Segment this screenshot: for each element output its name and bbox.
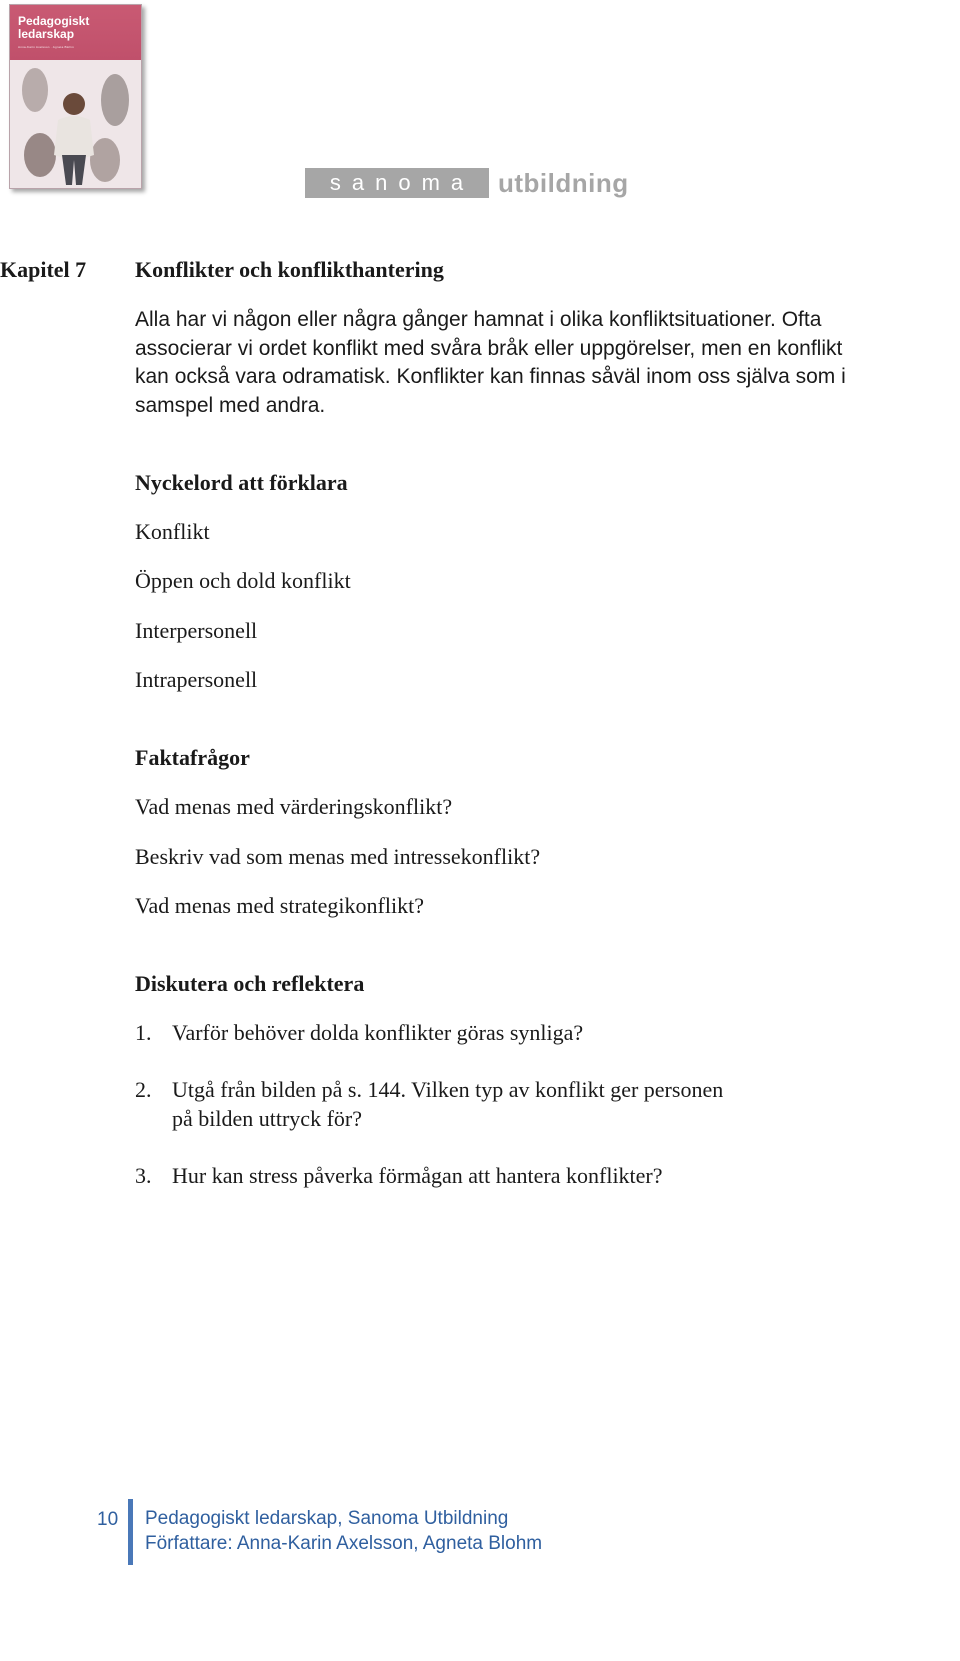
keyword-item: Intrapersonell [135,667,258,692]
fact-question: Vad menas med värderingskonflikt? [135,794,453,819]
intro-line: kan också vara odramatisk. Konflikter kan finnas såväl inom oss själva som i [135,365,846,388]
discuss-item-number: 2. [135,1077,152,1102]
book-cover-title: Pedagogiskt ledarskap [18,14,90,41]
discuss-item-text: Hur kan stress påverka förmågan att hantera konflikter? [172,1163,663,1188]
book-cover-authors: Anna-Karin Axelsson · Agneta Blohm [18,45,74,49]
keywords-heading: Nyckelord att förklara [135,470,348,495]
fact-question: Beskriv vad som menas med intressekonflikt? [135,844,541,869]
discuss-item-number: 1. [135,1020,152,1045]
discuss-item-text: Utgå från bilden på s. 144. Vilken typ av konflikt ger personen [172,1077,724,1102]
discuss-heading: Diskutera och reflektera [135,971,365,996]
keyword-item: Konflikt [135,519,210,544]
footer-authors: Författare: Anna-Karin Axelsson, Agneta Blohm [145,1533,543,1554]
intro-line: Alla har vi någon eller några gånger hamnat i olika konfliktsituationer. Ofta [135,308,822,331]
footer-divider [128,1499,133,1565]
book-cover [9,4,142,189]
keyword-item: Interpersonell [135,618,258,643]
publisher-logo [305,168,629,198]
discuss-item-number: 3. [135,1163,152,1188]
publisher-logo-box: sanoma [305,168,489,198]
chapter-number: Kapitel 7 [0,257,87,282]
chapter-title: Konflikter och konflikthantering [135,257,444,282]
discuss-item-text: Varför behöver dolda konflikter göras synliga? [172,1020,584,1045]
facts-heading: Faktafrågor [135,745,250,770]
intro-paragraph [135,306,925,420]
intro-line: samspel med andra. [135,393,326,417]
fact-question: Vad menas med strategikonflikt? [135,893,424,918]
page-number: 10 [97,1509,119,1530]
intro-line: associerar vi ordet konflikt med svåra bråk eller uppgörelser, men en konflikt [135,336,843,360]
publisher-logo-word: utbildning [498,167,629,198]
footer-book-title: Pedagogiskt ledarskap, Sanoma Utbildning [145,1508,509,1529]
discuss-item-text: på bilden uttryck för? [172,1106,362,1131]
keyword-item: Öppen och dold konflikt [135,568,351,593]
cover-photo-illustration [10,60,141,188]
